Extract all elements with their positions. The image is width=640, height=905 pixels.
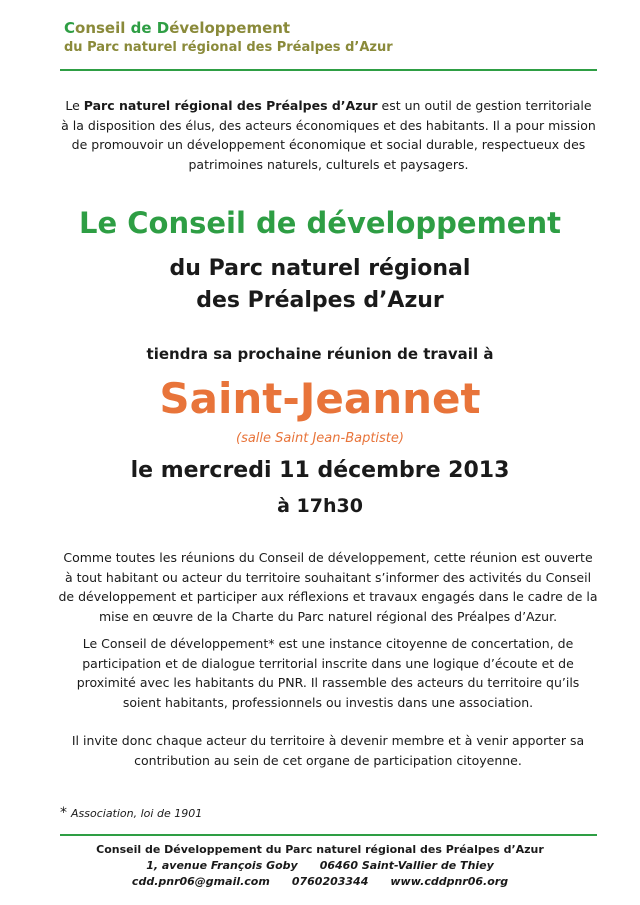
letterhead-text-eveloppement: éveloppement: [169, 19, 291, 37]
footer-org-name: Conseil de Développement du Parc naturel régional des Préalpes d’Azur: [96, 843, 544, 856]
intro-paragraph: [60, 96, 597, 174]
announcement-subtitle-2: des Préalpes d’Azur: [196, 288, 444, 313]
footer-phone: 0760203344: [291, 875, 369, 888]
footer-contact-line: [0, 874, 640, 890]
meeting-city: Saint-Jeannet: [159, 374, 481, 423]
letterhead-initial-d: D: [156, 19, 170, 37]
body-paragraph-2: Le Conseil de développement* est une instance citoyenne de concertation, de participation et de dialogue territorial inscrite dans une logique d’écoute et de proximité avec les habitants du PNR. Il rassemble des acteurs du territoire qu’ils soient habitants, professionnels ou investis dans une association.: [76, 636, 580, 710]
letterhead-line-1: [64, 18, 393, 38]
meeting-venue: (salle Saint Jean-Baptiste): [236, 431, 404, 446]
body-paragraph-1: Comme toutes les réunions du Conseil de développement, cette réunion est ouverte à tout habitant ou acteur du territoire souhaitant s’informer des activités du Conseil de développement et participer aux réflexions et travaux engagés dans le cadre de la mise en œuvre de la Charte du Parc naturel régional des Préalpes d’Azur.: [58, 550, 598, 624]
footer-city: 06460 Saint-Vallier de Thiey: [319, 859, 494, 872]
meeting-time: à 17h30: [277, 495, 363, 517]
footer-divider: [60, 834, 597, 836]
intro-text-after: est un outil de gestion territoriale à la disposition des élus, des acteurs économiques et des habitants. Il a pour mission de promouvoir un développement économique et social durable, respectueux des patrimoines naturels, culturels et paysagers.: [61, 98, 596, 172]
header-divider: [60, 69, 597, 71]
letterhead-line-2: du Parc naturel régional des Préalpes d’Azur: [64, 40, 393, 55]
meeting-lead-text: tiendra sa prochaine réunion de travail à: [146, 345, 494, 363]
intro-park-name: Parc naturel régional des Préalpes d’Azur: [83, 98, 378, 113]
letterhead-text-onseil: onseil: [75, 19, 131, 37]
letterhead: [64, 18, 393, 58]
footnote-text: Association, loi de 1901: [71, 807, 203, 820]
announcement-title: Le Conseil de développement: [79, 206, 561, 240]
letterhead-text-de: de: [130, 19, 152, 37]
intro-text-before: Le: [65, 98, 84, 113]
announcement-subtitle-1: du Parc naturel régional: [169, 256, 471, 281]
footnote-asterisk: *: [60, 805, 67, 821]
footer-address-line: [0, 858, 640, 874]
footer-website: www.cddpnr06.org: [390, 875, 509, 888]
footer-street: 1, avenue François Goby: [146, 859, 298, 872]
footer: [0, 842, 640, 890]
body-paragraph-3: Il invite donc chaque acteur du territoire à devenir membre et à venir apporter sa contribution au sein de cet organe de participation citoyenne.: [71, 733, 585, 768]
footnote: [60, 805, 202, 822]
meeting-date: le mercredi 11 décembre 2013: [130, 458, 510, 483]
letterhead-initial-c: C: [64, 19, 76, 37]
footer-email: cdd.pnr06@gmail.com: [131, 875, 270, 888]
